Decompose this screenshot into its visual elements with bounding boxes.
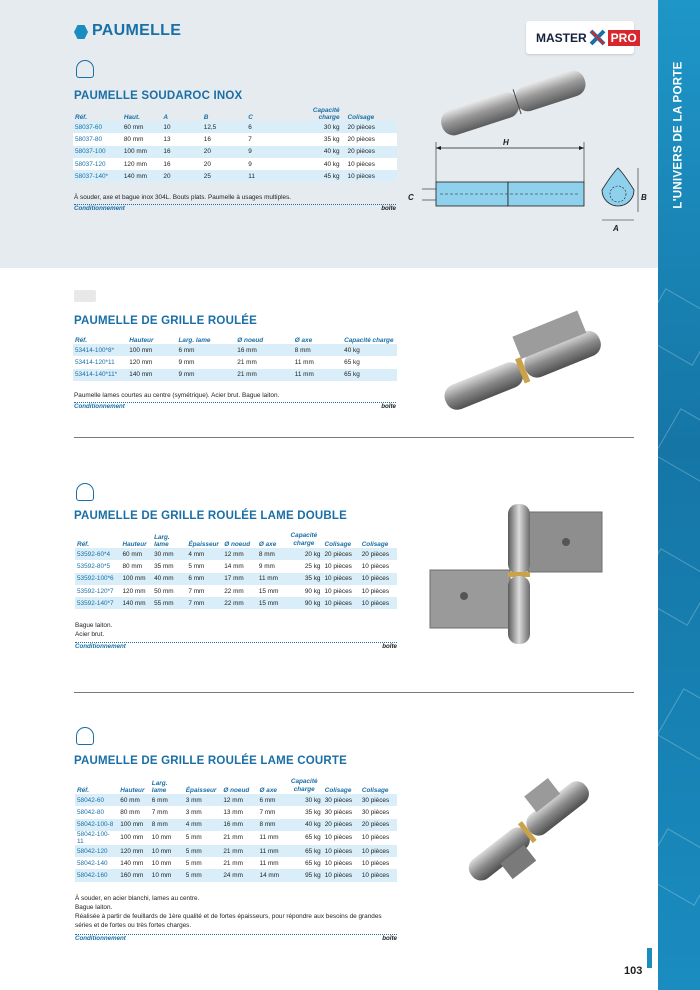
weld-icon bbox=[76, 60, 94, 78]
table-row: 58037-140* 140 mm 20 25 11 45 kg 10 pièces bbox=[73, 170, 397, 182]
section-3-table: Réf. Hauteur Larg. lame Épaisseur Ø noeud Ø axe Capacité charge Colisage Colisage 53592-60*4 60 mm 30 mm 4 mm 12 mm 8 mm 20 kg 20 pièces 20 pièces 53592-80*5 80 mm 35 mm 5 mm 14 mm 9 mm 25 kg 10 pièces 10 pièces 53592-100*6 100 mm 40 mm 6 mm 17 mm 11 mm 35 kg 10 pièces 10 pièces 53592-120*7 120 mm 50 mm 7 mm 22 mm 15 mm 90 kg 10 pièces 10 pièces 53592-140*7 140 mm 55 mm 7 mm 22 mm 15 mm 90 kg 10 pièces 10 pièces bbox=[75, 526, 397, 609]
section-4-note-3: Réalisée à partir de feuillards de 1ère qualité et de fortes épaisseurs, pour répondre aux besoins de grandes bbox=[75, 913, 382, 920]
table-row: 53592-100*6 100 mm 40 mm 6 mm 17 mm 11 mm 35 kg 10 pièces 10 pièces bbox=[75, 573, 397, 585]
section-2-table: Réf. Hauteur Larg. lame Ø noeud Ø axe Capacité charge 53414-100*8* 100 mm 6 mm 16 mm 8 mm 40 kg 53414-120*11 120 mm 9 mm 21 mm 11 mm 65 kg 53414-140*11* 140 mm 9 mm 21 mm 11 mm 65 kg bbox=[73, 333, 397, 381]
divider bbox=[74, 437, 634, 438]
weld-icon bbox=[76, 727, 94, 745]
dimension-h: H bbox=[503, 138, 509, 147]
section-3-packaging: Conditionnement boîte bbox=[75, 643, 397, 650]
page-title: PAUMELLE bbox=[92, 22, 182, 39]
section-1-table: Réf. Haut. A B C Capacité charge Colisage 58037-60 60 mm 10 12,5 6 30 kg 20 pièces 58037-80 80 mm 13 16 7 35 kg 20 pièces 58037-100 100 mm 16 20 9 40 kg 20 pièces 58037-120 120 mm 16 20 9 40 kg 10 pièces 58037-140* 140 mm 20 25 11 45 kg 10 pièces bbox=[73, 107, 397, 182]
table-row: 53414-140*11* 140 mm 9 mm 21 mm 11 mm 65 kg bbox=[73, 369, 397, 381]
lame-double-hinge-image bbox=[426, 496, 616, 656]
table-row: 53592-80*5 80 mm 35 mm 5 mm 14 mm 9 mm 25 kg 10 pièces 10 pièces bbox=[75, 560, 397, 572]
table-row: 53414-100*8* 100 mm 6 mm 16 mm 8 mm 40 kg bbox=[73, 344, 397, 356]
section-3-note-1: Bague laiton. bbox=[75, 622, 113, 629]
table-row: 58037-100 100 mm 16 20 9 40 kg 20 pièces bbox=[73, 146, 397, 158]
weld-icon bbox=[76, 483, 94, 501]
table-row: 58042-100-8 100 mm 8 mm 4 mm 16 mm 8 mm 40 kg 20 pièces 20 pièces bbox=[75, 819, 397, 831]
section-4-title: PAUMELLE DE GRILLE ROULÉE LAME COURTE bbox=[74, 755, 347, 767]
section-3-title: PAUMELLE DE GRILLE ROULÉE LAME DOUBLE bbox=[74, 510, 347, 522]
section-1-note: À souder, axe et bague inox 304L. Bouts plats. Paumelle à usages multiples. bbox=[74, 194, 292, 201]
table-row: 58042-120 120 mm 10 mm 5 mm 21 mm 11 mm 65 kg 10 pièces 10 pièces bbox=[75, 845, 397, 857]
cross-logo-icon bbox=[589, 29, 606, 46]
section-2-packaging: Conditionnement boîte bbox=[74, 403, 396, 410]
section-4-note-2: Bague laiton. bbox=[75, 904, 113, 911]
dimension-c: C bbox=[408, 193, 414, 202]
page-marker bbox=[647, 948, 652, 968]
product-tag-icon bbox=[74, 290, 96, 302]
masterpro-logo: MASTER PRO bbox=[526, 21, 634, 54]
table-row: 58042-100-11 100 mm 10 mm 5 mm 21 mm 11 mm 65 kg 10 pièces 10 pièces bbox=[75, 831, 397, 845]
table-row: 53592-140*7 140 mm 55 mm 7 mm 22 mm 15 mm 90 kg 10 pièces 10 pièces bbox=[75, 597, 397, 609]
table-row: 58037-120 120 mm 16 20 9 40 kg 10 pièces bbox=[73, 158, 397, 170]
table-row: 53592-120*7 120 mm 50 mm 7 mm 22 mm 15 mm 90 kg 10 pièces 10 pièces bbox=[75, 585, 397, 597]
table-row: 58042-160 160 mm 10 mm 5 mm 24 mm 14 mm 95 kg 10 pièces 10 pièces bbox=[75, 869, 397, 881]
table-row: 58042-80 80 mm 7 mm 3 mm 13 mm 7 mm 35 kg 30 pièces 30 pièces bbox=[75, 806, 397, 818]
divider bbox=[74, 692, 634, 693]
section-4-table: Réf. Hauteur Larg. lame Épaisseur Ø noeud Ø axe Capacité charge Colisage Colisage 58042-60 60 mm 6 mm 3 mm 12 mm 6 mm 30 kg 30 pièces 30 pièces 58042-80 80 mm 7 mm 3 mm 13 mm 7 mm 35 kg 30 pièces 30 pièces 58042-100-8 100 mm 8 mm 4 mm 16 mm 8 mm 40 kg 20 pièces 20 pièces 58042-100-11 100 mm 10 mm 5 mm 21 mm 11 mm 65 kg 10 pièces 10 pièces 58042-120 120 mm 10 mm 5 mm 21 mm 11 mm 65 kg 10 pièces 10 pièces 58042-140 140 mm 10 mm 5 mm 21 mm 11 mm 65 kg 10 pièces 10 pièces 58042-160 160 mm 10 mm 5 mm 24 mm 14 mm 95 kg 10 pièces 10 pièces bbox=[75, 772, 397, 882]
section-1-title: PAUMELLE SOUDAROC INOX bbox=[74, 90, 243, 102]
table-row: 53592-60*4 60 mm 30 mm 4 mm 12 mm 8 mm 20 kg 20 pièces 20 pièces bbox=[75, 548, 397, 560]
section-4-note-4: séries et de fortes ou très fortes charges. bbox=[75, 922, 192, 929]
dimension-a: A bbox=[613, 224, 619, 233]
section-4-packaging: Conditionnement boîte bbox=[75, 935, 397, 942]
table-row: 58037-60 60 mm 10 12,5 6 30 kg 20 pièces bbox=[73, 121, 397, 133]
section-4-note-1: À souder, en acier blanchi, lames au centre. bbox=[75, 895, 200, 902]
table-row: 58042-60 60 mm 6 mm 3 mm 12 mm 6 mm 30 kg 30 pièces 30 pièces bbox=[75, 794, 397, 806]
table-row: 58042-140 140 mm 10 mm 5 mm 21 mm 11 mm 65 kg 10 pièces 10 pièces bbox=[75, 857, 397, 869]
soudaroc-dimension-diagram bbox=[404, 134, 644, 244]
table-row: 58037-80 80 mm 13 16 7 35 kg 20 pièces bbox=[73, 133, 397, 145]
section-2-title: PAUMELLE DE GRILLE ROULÉE bbox=[74, 315, 258, 327]
section-2-note: Paumelle lames courtes au centre (symétrique). Acier brut. Bague laiton. bbox=[74, 392, 280, 399]
page-number: 103 bbox=[624, 965, 643, 977]
side-label: L'UNIVERS DE LA PORTE bbox=[673, 61, 686, 209]
section-1-packaging: Conditionnement boîte bbox=[74, 205, 396, 212]
table-row: 53414-120*11 120 mm 9 mm 21 mm 11 mm 65 kg bbox=[73, 356, 397, 368]
section-3-note-2: Acier brut. bbox=[75, 631, 105, 638]
grille-roulee-hinge-image bbox=[428, 296, 608, 416]
lame-courte-hinge-image bbox=[454, 762, 604, 892]
dimension-b: B bbox=[641, 193, 647, 202]
